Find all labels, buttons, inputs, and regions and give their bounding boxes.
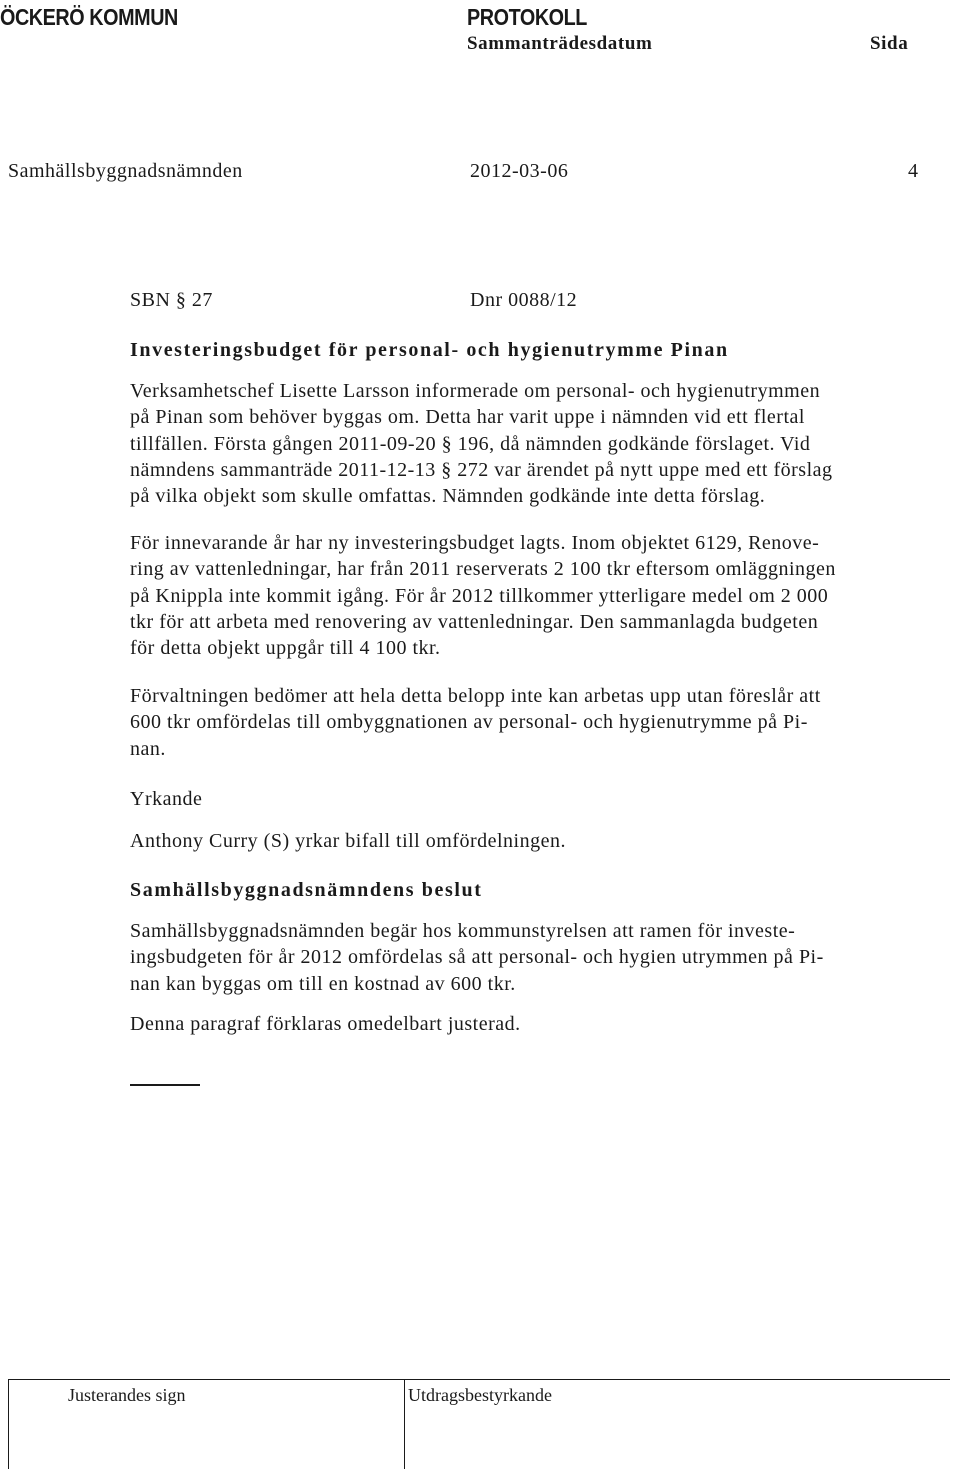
- text-line: 600 tkr omfördelas till ombyggnationen av personal- och hygienutrymme på Pi-: [130, 711, 808, 734]
- case-number: SBN § 27: [130, 289, 213, 311]
- dnr: Dnr 0088/12: [470, 289, 578, 311]
- yrkande-text: Anthony Curry (S) yrkar bifall till omfördelningen.: [130, 830, 566, 852]
- text-line: nan kan byggas om till en kostnad av 600 tkr.: [130, 972, 516, 995]
- page-label: Sida: [870, 33, 909, 54]
- meeting-date: 2012-03-06: [470, 160, 569, 182]
- text-line: För innevarande år har ny investeringsbudget lagts. Inom objektet 6129, Renove-: [130, 532, 820, 554]
- case-title: Investeringsbudget för personal- och hygienutrymme Pinan: [130, 339, 729, 361]
- paragraph-proposal: [130, 683, 960, 762]
- decision-heading: Samhällsbyggnadsnämndens beslut: [130, 879, 483, 901]
- text-line: nan.: [130, 737, 166, 760]
- text-line: på vilka objekt som skulle omfattas. Nämnden godkände inte detta förslag.: [130, 485, 766, 508]
- page-number: 4: [908, 160, 919, 182]
- footer-top-rule: [8, 1379, 950, 1380]
- text-line: Verksamhetschef Lisette Larsson informerade om personal- och hygienutrymmen: [130, 380, 821, 402]
- text-line: på Knippla inte kommit igång. För år 2012 tillkommer ytterligare medel om 2 000: [130, 584, 829, 607]
- text-line: ingsbudgeten för år 2012 omfördelas så att personal- och hygien utrymmen på Pi-: [130, 946, 824, 969]
- section-end-rule: [130, 1084, 200, 1086]
- meeting-date-label: Sammanträdesdatum: [467, 33, 653, 54]
- text-line: Samhällsbyggnadsnämnden begär hos kommunstyrelsen att ramen för investe-: [130, 920, 796, 942]
- document-type: PROTOKOLL: [467, 4, 587, 30]
- footer-divider-rule: [404, 1379, 405, 1469]
- text-line: tillfällen. Första gången 2011-09-20 § 196, då nämnden godkände förslaget. Vid: [130, 432, 811, 455]
- text-line: Förvaltningen bedömer att hela detta belopp inte kan arbetas upp utan föreslår att: [130, 685, 821, 707]
- justerandes-sign-label: Justerandes sign: [68, 1385, 186, 1405]
- paragraph-budget: [130, 530, 960, 661]
- paragraph-background: [130, 378, 960, 509]
- footer-left-rule: [8, 1379, 9, 1469]
- adjusted-statement: Denna paragraf förklaras omedelbart justerad.: [130, 1013, 521, 1035]
- yrkande-heading: Yrkande: [130, 788, 203, 810]
- text-line: nämndens sammanträde 2011-12-13 § 272 var ärendet på nytt uppe med ett förslag: [130, 458, 833, 481]
- text-line: för detta objekt uppgår till 4 100 tkr.: [130, 637, 441, 660]
- decision-text: [130, 918, 960, 997]
- committee-name: Samhällsbyggnadsnämnden: [8, 160, 243, 182]
- text-line: ring av vattenledningar, har från 2011 reserverats 2 100 tkr eftersom omläggningen: [130, 558, 836, 581]
- municipality-name: ÖCKERÖ KOMMUN: [0, 4, 178, 30]
- utdragsbestyrkande-label: Utdragsbestyrkande: [408, 1385, 552, 1405]
- text-line: tkr för att arbeta med renovering av vattenledningar. Den sammanlagda budgeten: [130, 610, 819, 633]
- text-line: på Pinan som behöver byggas om. Detta har varit uppe i nämnden vid ett flertal: [130, 406, 805, 429]
